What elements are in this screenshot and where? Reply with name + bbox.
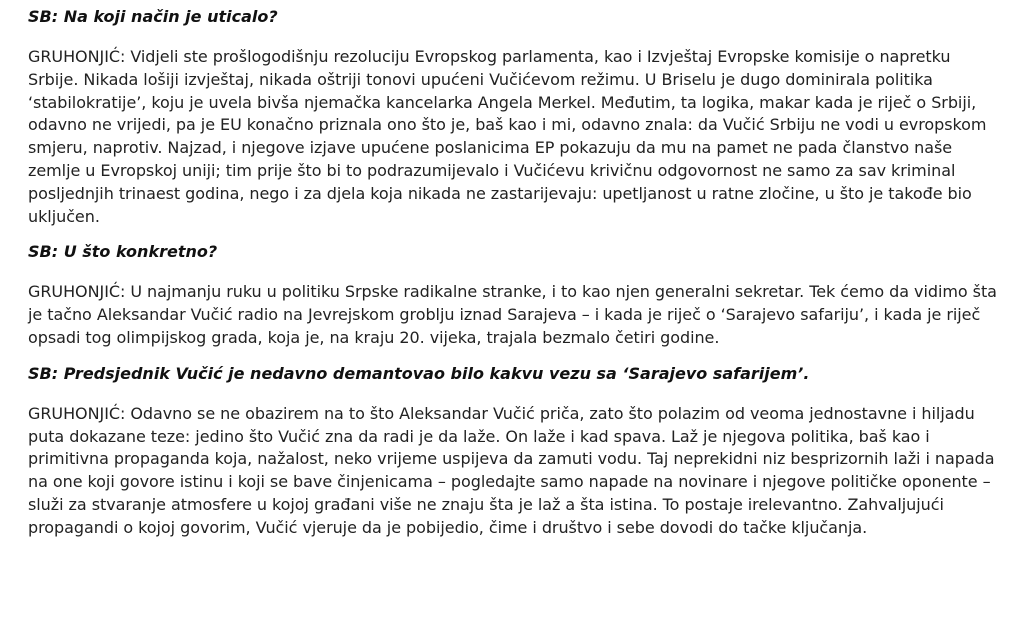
interview-answer-2: GRUHONJIĆ: U najmanju ruku u politiku Srpske radikalne stranke, i to kao njen generalni sekretar. Tek ćemo da vidimo šta je tačno Aleksandar Vučić radio na Jevrejskom groblju iznad Sarajeva – i kada je riječ o ‘Sarajevo safariju’, i kada je riječ opsadi tog olimpijskog grada, koja je, na kraju 20. vijeka, trajala bezmalo četiri godine. [28,282,997,347]
interview-answer-1: GRUHONJIĆ: Vidjeli ste prošlogodišnju rezoluciju Evropskog parlamenta, kao i Izvještaj Evropske komisije o napretku Srbije. Nikada lošiji izvještaj, nikada oštriji tonovi upućeni Vučićevom režimu. U Briselu je dugo dominirala politika ‘stabilokratije’, koju je uvela bivša njemačka kancelarka Angela Merkel. Međutim, ta logika, makar kada je riječ o Srbiji, odavno ne vrijedi, pa je EU konačno priznala ono što je, baš kao i mi, odavno znala: da Vučić Srbiju ne vodi u evropskom smjeru, naprotiv. Najzad, i njegove izjave upućene poslanicima EP pokazuju da mu na pamet ne pada članstvo naše zemlje u Evropskoj uniji; tim prije što bi to podrazumijevalo i Vučićevu krivičnu odgovornost ne samo za sav kriminal posljednjih trinaest godina, nego i za djela koja nikada ne zastarijevaju: upetljanost u ratne zločine, u što je takođe bio uključen. [28,47,987,226]
interview-answer-3: GRUHONJIĆ: Odavno se ne obazirem na to što Aleksandar Vučić priča, zato što polazim od veoma jednostavne i hiljadu puta dokazane teze: jedino što Vučić zna da radi je da laže. On laže i kad spava. Laž je njegova politika, baš kao i primitivna propaganda koja, nažalost, neko vrijeme uspijeva da zamuti vodu. Taj neprekidni niz besprizornih laži i napada na one koji govore istinu i koji se bave činjenicama – pogledajte samo napade na novinare i njegove političke oponente – služi za stvaranje atmosfere u kojoj građani više ne znaju šta je laž a šta istina. To postaje irelevantno. Zahvaljujući propagandi o kojoj govorim, Vučić vjeruje da je pobijedio, čime i društvo i sebe dovodi do tačke ključanja. [28,403,995,537]
interview-question-1: SB: Na koji način je uticalo? [28,7,278,26]
interview-question-3: SB: Predsjednik Vučić je nedavno demantovao bilo kakvu vezu sa ‘Sarajevo safarijem’. [28,363,810,383]
interview-question-2: SB: U što konkretno? [28,242,218,262]
